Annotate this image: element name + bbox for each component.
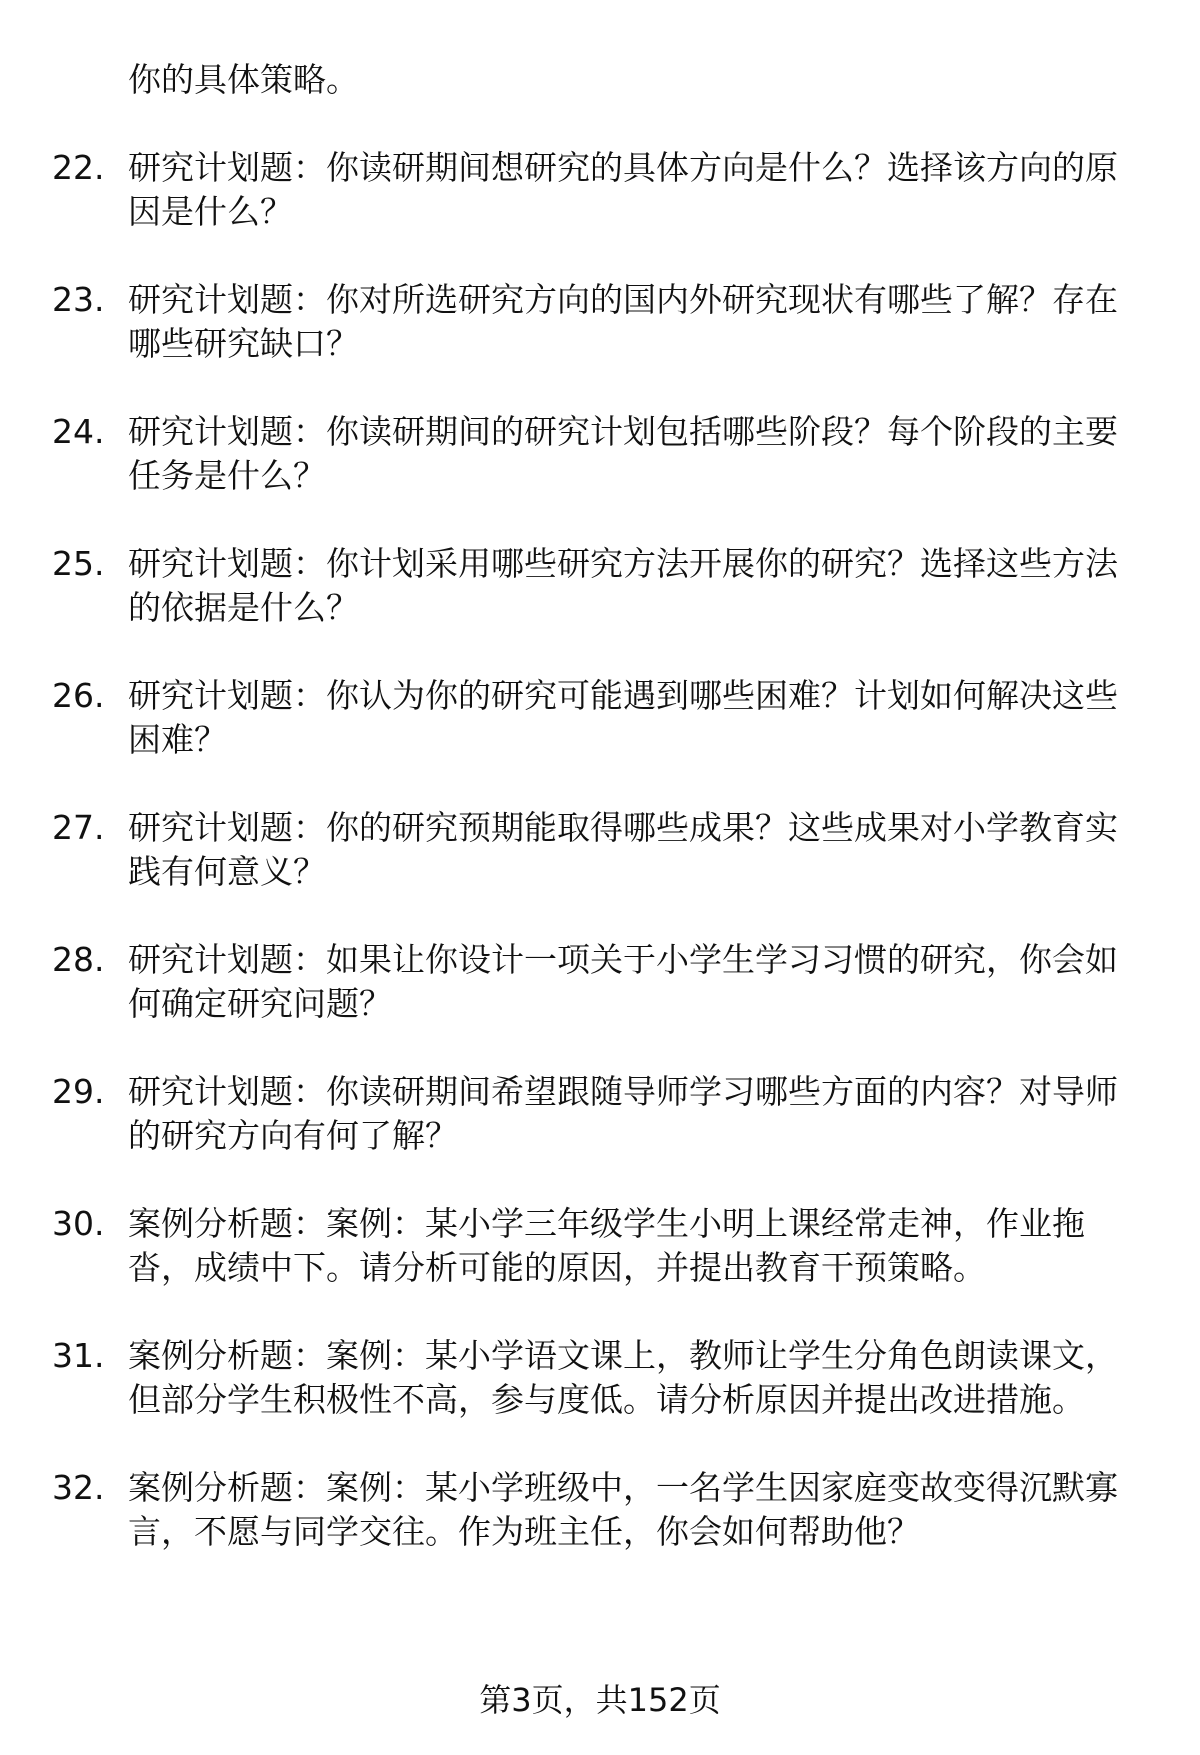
question-number: 27. (52, 808, 105, 847)
question-number: 28. (52, 940, 105, 979)
question-text: 案例分析题：案例：某小学三年级学生小明上课经常走神，作业拖沓，成绩中下。请分析可能的原因，并提出教育干预策略。 (128, 1204, 1085, 1287)
question-number: 32. (52, 1468, 105, 1507)
question-list (52, 146, 1152, 1554)
question-item (52, 938, 1152, 1026)
question-item (52, 542, 1152, 630)
question-item (52, 1070, 1152, 1158)
question-item (52, 146, 1152, 234)
question-number: 30. (52, 1204, 105, 1243)
question-text: 研究计划题：你认为你的研究可能遇到哪些困难？计划如何解决这些困难？ (128, 676, 1118, 759)
question-text: 研究计划题：你的研究预期能取得哪些成果？这些成果对小学教育实践有何意义？ (128, 808, 1118, 891)
question-text: 研究计划题：你读研期间想研究的具体方向是什么？选择该方向的原因是什么？ (128, 148, 1118, 231)
question-item (52, 1202, 1152, 1290)
question-text: 研究计划题：如果让你设计一项关于小学生学习习惯的研究，你会如何确定研究问题？ (128, 940, 1118, 1023)
question-text: 研究计划题：你读研期间的研究计划包括哪些阶段？每个阶段的主要任务是什么？ (128, 412, 1118, 495)
question-item (52, 410, 1152, 498)
question-number: 31. (52, 1336, 105, 1375)
question-item (52, 1466, 1152, 1554)
question-text: 研究计划题：你计划采用哪些研究方法开展你的研究？选择这些方法的依据是什么？ (128, 544, 1118, 627)
question-item (52, 278, 1152, 366)
question-number: 29. (52, 1072, 105, 1111)
question-text: 案例分析题：案例：某小学班级中，一名学生因家庭变故变得沉默寡言，不愿与同学交往。作为班主任，你会如何帮助他？ (128, 1468, 1118, 1551)
question-number: 25. (52, 544, 105, 583)
question-text: 研究计划题：你读研期间希望跟随导师学习哪些方面的内容？对导师的研究方向有何了解？ (128, 1072, 1118, 1155)
question-text: 案例分析题：案例：某小学语文课上，教师让学生分角色朗读课文，但部分学生积极性不高，参与度低。请分析原因并提出改进措施。 (128, 1336, 1118, 1419)
question-number: 26. (52, 676, 105, 715)
question-number: 24. (52, 412, 105, 451)
question-number: 23. (52, 280, 105, 319)
continued-text: 你的具体策略。 (128, 60, 359, 99)
question-item (52, 1334, 1152, 1422)
question-text: 研究计划题：你对所选研究方向的国内外研究现状有哪些了解？存在哪些研究缺口？ (128, 280, 1118, 363)
question-item (52, 806, 1152, 894)
page-footer: 第3页，共152页 (479, 1681, 721, 1719)
question-number: 22. (52, 148, 105, 187)
question-item (52, 674, 1152, 762)
